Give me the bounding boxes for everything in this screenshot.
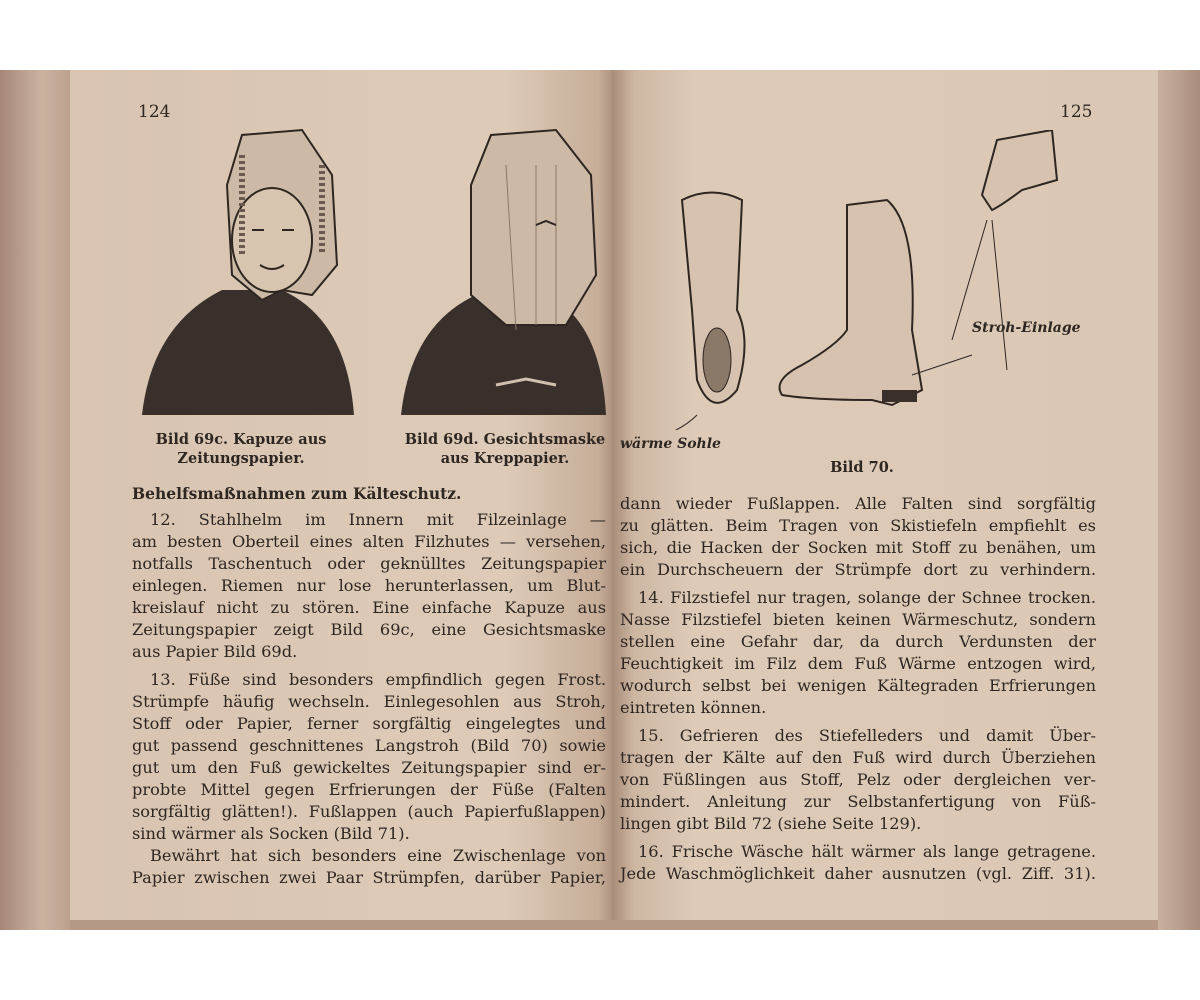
text-line: gut passend geschnittenes Langstroh (Bild 70) sowie [132,736,606,755]
section-heading: Behelfsmaßnahmen zum Kälteschutz. [132,484,462,503]
text-line: notfalls Taschentuch oder geknülltes Zeitungspapier [132,554,606,573]
text-line: am besten Oberteil eines alten Filzhutes — versehen, [132,532,606,551]
text-line: eintreten können. [620,698,767,717]
book-cover-right-edge [1158,70,1200,930]
open-book [0,70,1200,930]
page-number: 124 [138,102,171,122]
text-line: sich, die Hacken der Socken mit Stoff zu benähen, um [620,538,1096,557]
label-straw-insert: Stroh-Einlage [972,320,1081,336]
text-line: sorgfältig glätten!). Fußlappen (auch Papierfußlappen) [132,802,606,821]
text-line: gut um den Fuß gewickeltes Zeitungspapier sind er- [132,758,606,777]
text-line: Bewährt hat sich besonders eine Zwischenlage von [150,846,606,865]
text-line: Nasse Filzstiefel bieten keinen Wärmeschutz, sondern [620,610,1096,629]
text-line: Stoff oder Papier, ferner sorgfältig eingelegtes und [132,714,606,733]
text-line: 12. Stahlhelm im Innern mit Filzeinlage — [150,510,606,529]
book-cover-left-edge [0,70,70,930]
left-page [70,70,615,920]
right-page-text [620,493,1096,885]
text-line: lingen gibt Bild 72 (siehe Seite 129). [620,814,922,833]
page-number: 125 [1060,102,1093,122]
illustration-face-mask [396,125,606,420]
right-page [612,70,1158,920]
text-line: tragen der Kälte auf den Fuß wird durch Überziehen [620,748,1096,767]
caption-line: aus Kreppapier. [440,450,570,467]
figure-caption-69d [400,430,610,468]
label-warm-sole: wärme Sohle [620,436,721,452]
text-line: 14. Filzstiefel nur tragen, solange der Schnee trocken. [638,588,1096,607]
text-line: stellen eine Gefahr dar, da durch Verdunsten der [620,632,1096,651]
illustration-hood-newspaper [132,125,357,420]
caption-line: Zeitungspapier. [177,450,305,467]
text-line: mindert. Anleitung zur Selbstanfertigung von Füß- [620,792,1096,811]
text-line: dann wieder Fußlappen. Alle Falten sind sorgfältig [620,494,1096,513]
illustration-boots-straw [612,130,1112,430]
text-line: aus Papier Bild 69d. [132,642,298,661]
text-line: sind wärmer als Socken (Bild 71). [132,824,410,843]
text-line: probte Mittel gegen Erfrierungen der Füße (Falten [132,780,606,799]
text-line: Papier zwischen zwei Paar Strümpfen, darüber Papier, [132,868,606,887]
text-line: ein Durchscheuern der Strümpfe dort zu verhindern. [620,560,1096,579]
text-line: Jede Waschmöglichkeit daher ausnutzen (vgl. Ziff. 31). [620,864,1096,883]
text-line: 16. Frische Wäsche hält wärmer als lange getragene. [638,842,1096,861]
text-line: Feuchtigkeit im Filz dem Fuß Wärme entzogen wird, [620,654,1096,673]
text-line: von Füßlingen aus Stoff, Pelz oder dergleichen ver- [620,770,1096,789]
text-line: Zeitungspapier zeigt Bild 69c, eine Gesichtsmaske [132,620,606,639]
figure-caption-70: Bild 70. [830,459,894,476]
caption-line: Bild 69c. Kapuze aus [155,431,327,448]
text-line: wodurch selbst bei wenigen Kältegraden Erfrierungen [620,676,1096,695]
text-line: kreislauf nicht zu stören. Eine einfache Kapuze aus [132,598,606,617]
text-line: zu glätten. Beim Tragen von Skistiefeln empfiehlt es [620,516,1096,535]
figure-caption-69c [136,430,346,468]
text-line: Strümpfe häufig wechseln. Einlegesohlen aus Stroh, [132,692,606,711]
text-line: einlegen. Riemen nur lose herunterlassen, um Blut- [132,576,606,595]
text-line: 15. Gefrieren des Stiefelleders und damit Über- [638,726,1096,745]
left-page-text [132,483,606,889]
caption-line: Bild 69d. Gesichtsmaske [404,431,606,448]
text-line: 13. Füße sind besonders empfindlich gegen Frost. [150,670,606,689]
